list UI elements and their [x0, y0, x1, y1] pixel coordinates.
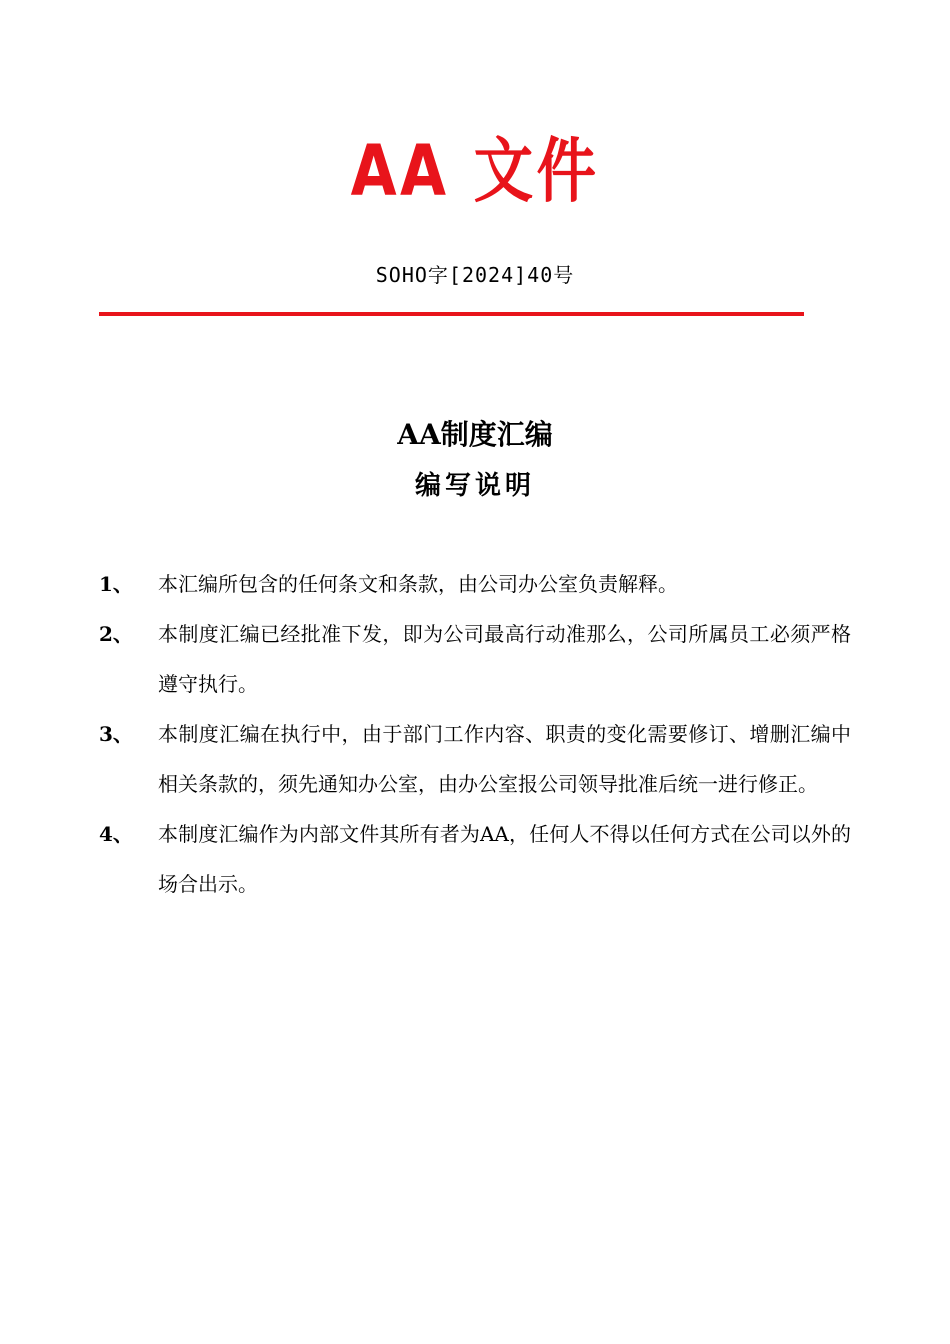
list-item	[99, 809, 851, 909]
item-text: 本制度汇编已经批准下发，即为公司最高行动准那么，公司所属员工必须严格遵守执行。	[158, 622, 851, 696]
list-item	[99, 709, 851, 809]
item-text: 本汇编所包含的任何条文和条款，由公司办公室负责解释。	[158, 572, 678, 596]
page-subtitle: 编写说明	[414, 471, 535, 501]
item-number: 4、	[99, 822, 133, 846]
document-number: SOHO字[2024]40号	[375, 263, 575, 287]
document-header-title: AA 文件	[350, 130, 600, 212]
item-number: 1、	[99, 572, 133, 596]
list-item	[99, 609, 851, 709]
list-item	[99, 559, 851, 609]
red-divider-line	[99, 312, 804, 316]
item-text: 本制度汇编在执行中，由于部门工作内容、职责的变化需要修订、增删汇编中相关条款的，须先通知办公室，由办公室报公司领导批准后统一进行修正。	[158, 722, 851, 796]
item-text: 本制度汇编作为内部文件其所有者为AA，任何人不得以任何方式在公司以外的场合出示。	[158, 822, 851, 896]
instruction-list	[99, 559, 851, 909]
item-number: 2、	[99, 622, 133, 646]
page-title: AA制度汇编	[397, 418, 553, 451]
item-number: 3、	[99, 722, 133, 746]
